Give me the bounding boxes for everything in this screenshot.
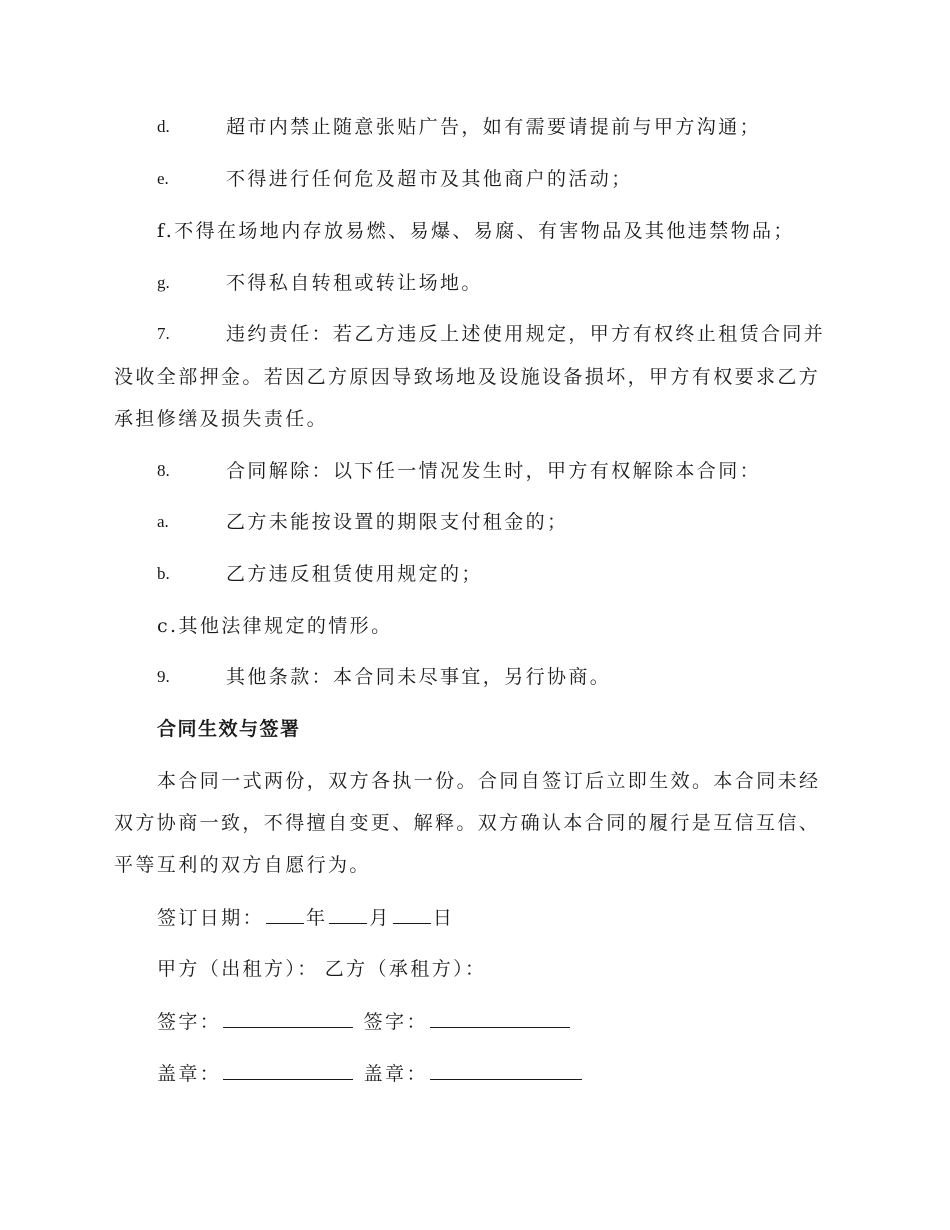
- clause-number: 9.: [157, 667, 170, 686]
- clause-text: 没收全部押金。若因乙方原因导致场地及设施设备损坏，甲方有权要求乙方: [114, 366, 821, 388]
- paragraph-text: 本合同一式两份，双方各执一份。合同自签订后立即生效。本合同未经: [157, 770, 821, 792]
- paragraph-text: 双方协商一致，不得擅自变更、解释。双方确认本合同的履行是互信互信、: [114, 812, 821, 834]
- item-marker: d.: [157, 117, 170, 136]
- section-heading: 合同生效与签署: [157, 718, 301, 740]
- month-label: 月: [369, 907, 391, 929]
- item-marker: a.: [157, 512, 169, 531]
- item-text: 超市内禁止随意张贴广告，如有需要请提前与甲方沟通；: [226, 116, 762, 138]
- clause-number: 7.: [157, 324, 170, 343]
- parties: [157, 957, 486, 981]
- seal-fields: [157, 1061, 584, 1086]
- seal-label-b: 盖章：: [363, 1063, 428, 1085]
- party-b-signature-blank[interactable]: [430, 1009, 570, 1028]
- item-text: f.不得在场地内存放易燃、易爆、易腐、有害物品及其他违禁物品；: [157, 220, 795, 242]
- party-a-seal-blank[interactable]: [223, 1061, 353, 1080]
- item-marker: g.: [157, 273, 170, 292]
- item-text: c.其他法律规定的情形。: [157, 615, 393, 637]
- month-blank[interactable]: [329, 905, 367, 924]
- item-marker: e.: [157, 169, 169, 188]
- paragraph-text: 平等互利的双方自愿行为。: [114, 854, 371, 876]
- day-blank[interactable]: [393, 905, 431, 924]
- date-label: 签订日期：: [157, 907, 265, 929]
- party-a-label: 甲方（出租方）：: [157, 958, 319, 980]
- party-a-signature-blank[interactable]: [223, 1009, 353, 1028]
- year-label: 年: [306, 907, 328, 929]
- year-blank[interactable]: [266, 905, 304, 924]
- clause-text: 其他条款：本合同未尽事宜，另行协商。: [226, 666, 612, 688]
- item-text: 乙方未能按设置的期限支付租金的；: [226, 511, 569, 533]
- sign-label-b: 签字：: [363, 1011, 428, 1033]
- party-b-label: 乙方（承租方）：: [324, 958, 487, 980]
- party-b-seal-blank[interactable]: [430, 1061, 582, 1080]
- sign-label-a: 签字：: [157, 1011, 222, 1033]
- clause-text: 承担修缮及损失责任。: [114, 408, 329, 430]
- item-text: 不得进行任何危及超市及其他商户的活动；: [226, 168, 633, 190]
- day-label: 日: [432, 907, 455, 929]
- signing-date: [157, 905, 454, 930]
- clause-text: 违约责任：若乙方违反上述使用规定，甲方有权终止租赁合同并: [226, 323, 826, 345]
- item-text: 不得私自转租或转让场地。: [226, 272, 483, 294]
- clause-text: 合同解除：以下任一情况发生时，甲方有权解除本合同：: [226, 460, 762, 482]
- item-text: 乙方违反租赁使用规定的；: [226, 563, 483, 585]
- seal-label-a: 盖章：: [157, 1063, 222, 1085]
- signature-fields: [157, 1009, 572, 1034]
- clause-number: 8.: [157, 461, 170, 480]
- item-marker: b.: [157, 564, 170, 583]
